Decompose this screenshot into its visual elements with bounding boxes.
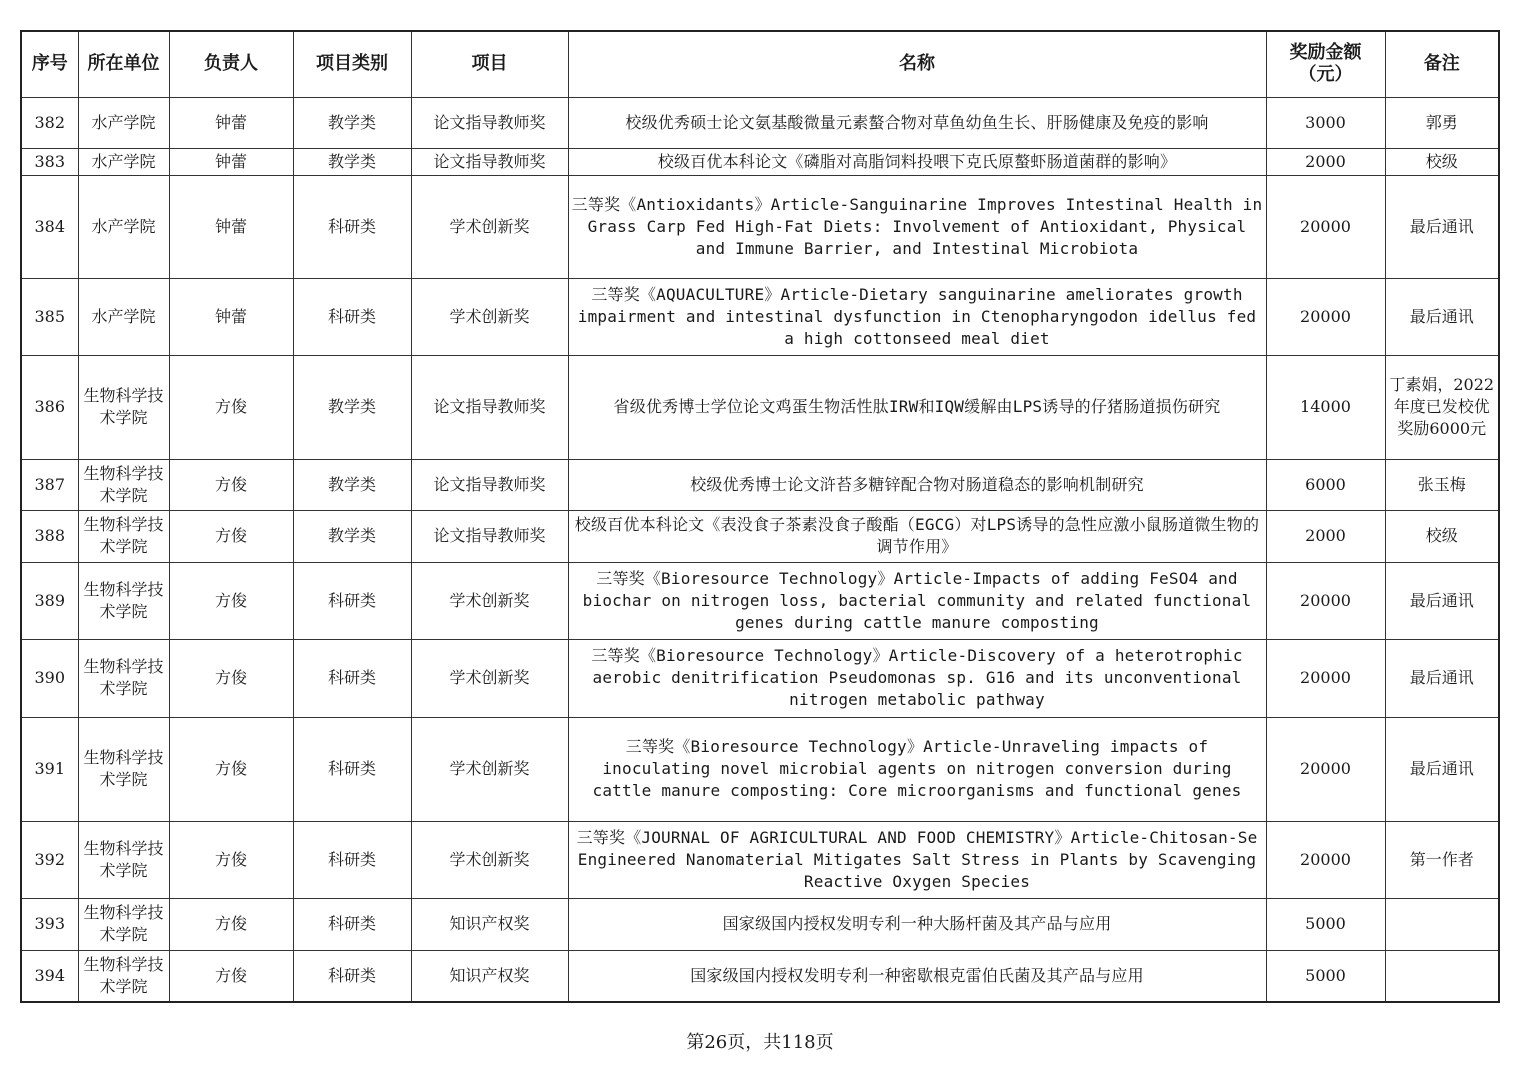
cell-remark: 最后通讯 (1385, 562, 1499, 639)
header-item: 项目 (411, 31, 568, 97)
cell-leader: 钟蕾 (169, 148, 293, 175)
cell-name: 校级百优本科论文《表没食子茶素没食子酸酯（EGCG）对LPS诱导的急性应激小鼠肠道微生物的调节作用》 (568, 510, 1266, 562)
cell-item: 论文指导教师奖 (411, 97, 568, 148)
cell-leader: 方俊 (169, 898, 293, 950)
cell-amount: 20000 (1266, 278, 1385, 355)
cell-leader: 方俊 (169, 510, 293, 562)
cell-category: 教学类 (293, 459, 411, 510)
cell-category: 科研类 (293, 898, 411, 950)
cell-item: 知识产权奖 (411, 950, 568, 1002)
cell-item: 论文指导教师奖 (411, 459, 568, 510)
header-no: 序号 (21, 31, 78, 97)
cell-name: 省级优秀博士学位论文鸡蛋生物活性肽IRW和IQW缓解由LPS诱导的仔猪肠道损伤研究 (568, 355, 1266, 459)
cell-name: 三等奖《JOURNAL OF AGRICULTURAL AND FOOD CHEMISTRY》Article-Chitosan-Se Engineered Nanomaterial Mitigates Salt Stress in Plants by Scavenging Reactive Oxygen Species (568, 821, 1266, 898)
cell-unit: 生物科学技术学院 (78, 821, 169, 898)
cell-category: 科研类 (293, 950, 411, 1002)
cell-remark: 校级 (1385, 510, 1499, 562)
cell-category: 科研类 (293, 562, 411, 639)
table-row (21, 821, 1499, 898)
cell-leader: 钟蕾 (169, 97, 293, 148)
header-amount: 奖励金额（元） (1266, 31, 1385, 97)
cell-leader: 钟蕾 (169, 175, 293, 278)
cell-item: 学术创新奖 (411, 821, 568, 898)
table-row (21, 562, 1499, 639)
cell-amount: 14000 (1266, 355, 1385, 459)
cell-name: 国家级国内授权发明专利一种密歇根克雷伯氏菌及其产品与应用 (568, 950, 1266, 1002)
cell-item: 学术创新奖 (411, 278, 568, 355)
cell-item: 论文指导教师奖 (411, 148, 568, 175)
table-row (21, 148, 1499, 175)
cell-unit: 生物科学技术学院 (78, 510, 169, 562)
table-row (21, 459, 1499, 510)
cell-amount: 20000 (1266, 175, 1385, 278)
cell-no: 393 (21, 898, 78, 950)
cell-category: 科研类 (293, 278, 411, 355)
cell-unit: 生物科学技术学院 (78, 459, 169, 510)
header-category: 项目类别 (293, 31, 411, 97)
cell-name: 国家级国内授权发明专利一种大肠杆菌及其产品与应用 (568, 898, 1266, 950)
cell-no: 392 (21, 821, 78, 898)
cell-unit: 生物科学技术学院 (78, 950, 169, 1002)
cell-leader: 方俊 (169, 639, 293, 717)
cell-unit: 生物科学技术学院 (78, 717, 169, 821)
cell-name: 三等奖《Bioresource Technology》Article-Impacts of adding FeSO4 and biochar on nitrogen loss, bacterial community and related functional genes during cattle manure composting (568, 562, 1266, 639)
cell-remark (1385, 950, 1499, 1002)
header-name: 名称 (568, 31, 1266, 97)
cell-item: 论文指导教师奖 (411, 510, 568, 562)
cell-item: 论文指导教师奖 (411, 355, 568, 459)
cell-category: 教学类 (293, 148, 411, 175)
table-row (21, 355, 1499, 459)
cell-no: 383 (21, 148, 78, 175)
table-row (21, 510, 1499, 562)
page-number-footer: 第26页，共118页 (686, 1032, 834, 1053)
cell-remark: 最后通讯 (1385, 717, 1499, 821)
table-row (21, 639, 1499, 717)
cell-name: 三等奖《Bioresource Technology》Article-Discovery of a heterotrophic aerobic denitrification Pseudomonas sp. G16 and its unconventional nitrogen metabolic pathway (568, 639, 1266, 717)
cell-leader: 方俊 (169, 459, 293, 510)
cell-remark: 郭勇 (1385, 97, 1499, 148)
cell-leader: 钟蕾 (169, 278, 293, 355)
cell-amount: 20000 (1266, 562, 1385, 639)
cell-category: 教学类 (293, 97, 411, 148)
cell-unit: 水产学院 (78, 148, 169, 175)
cell-name: 三等奖《Antioxidants》Article-Sanguinarine Improves Intestinal Health in Grass Carp Fed High-Fat Diets: Involvement of Antioxidant, Physical and Immune Barrier, and Intestinal Microbiota (568, 175, 1266, 278)
cell-remark: 校级 (1385, 148, 1499, 175)
cell-remark: 最后通讯 (1385, 175, 1499, 278)
header-leader: 负责人 (169, 31, 293, 97)
table-row (21, 175, 1499, 278)
cell-amount: 20000 (1266, 821, 1385, 898)
cell-remark: 第一作者 (1385, 821, 1499, 898)
cell-category: 教学类 (293, 510, 411, 562)
cell-amount: 5000 (1266, 950, 1385, 1002)
cell-remark: 最后通讯 (1385, 278, 1499, 355)
cell-no: 387 (21, 459, 78, 510)
cell-item: 学术创新奖 (411, 639, 568, 717)
cell-no: 394 (21, 950, 78, 1002)
header-unit: 所在单位 (78, 31, 169, 97)
cell-amount: 3000 (1266, 97, 1385, 148)
cell-unit: 生物科学技术学院 (78, 639, 169, 717)
cell-leader: 方俊 (169, 821, 293, 898)
cell-no: 391 (21, 717, 78, 821)
cell-no: 389 (21, 562, 78, 639)
cell-category: 科研类 (293, 639, 411, 717)
cell-category: 教学类 (293, 355, 411, 459)
cell-unit: 生物科学技术学院 (78, 355, 169, 459)
table-row (21, 717, 1499, 821)
cell-item: 知识产权奖 (411, 898, 568, 950)
cell-no: 385 (21, 278, 78, 355)
cell-amount: 2000 (1266, 148, 1385, 175)
cell-category: 科研类 (293, 717, 411, 821)
cell-no: 382 (21, 97, 78, 148)
cell-remark: 张玉梅 (1385, 459, 1499, 510)
cell-leader: 方俊 (169, 562, 293, 639)
cell-amount: 5000 (1266, 898, 1385, 950)
cell-amount: 6000 (1266, 459, 1385, 510)
table-row (21, 898, 1499, 950)
cell-name: 三等奖《AQUACULTURE》Article-Dietary sanguinarine ameliorates growth impairment and intestinal dysfunction in Ctenopharyngodon idellus fed a high cottonseed meal diet (568, 278, 1266, 355)
award-table (20, 30, 1500, 1003)
cell-no: 384 (21, 175, 78, 278)
cell-amount: 20000 (1266, 639, 1385, 717)
cell-remark: 最后通讯 (1385, 639, 1499, 717)
cell-item: 学术创新奖 (411, 175, 568, 278)
header-row (21, 31, 1499, 97)
cell-leader: 方俊 (169, 950, 293, 1002)
cell-leader: 方俊 (169, 717, 293, 821)
cell-remark (1385, 898, 1499, 950)
cell-unit: 生物科学技术学院 (78, 898, 169, 950)
cell-name: 校级优秀博士论文浒苔多糖锌配合物对肠道稳态的影响机制研究 (568, 459, 1266, 510)
cell-unit: 水产学院 (78, 278, 169, 355)
table-row (21, 278, 1499, 355)
cell-leader: 方俊 (169, 355, 293, 459)
cell-no: 390 (21, 639, 78, 717)
cell-category: 科研类 (293, 821, 411, 898)
header-remark: 备注 (1385, 31, 1499, 97)
cell-name: 三等奖《Bioresource Technology》Article-Unraveling impacts of inoculating novel microbial agents on nitrogen conversion during cattle manure composting: Core microorganisms and functional genes (568, 717, 1266, 821)
table-row (21, 97, 1499, 148)
cell-name: 校级百优本科论文《磷脂对高脂饲料投喂下克氏原螯虾肠道菌群的影响》 (568, 148, 1266, 175)
cell-unit: 水产学院 (78, 97, 169, 148)
cell-no: 386 (21, 355, 78, 459)
cell-amount: 2000 (1266, 510, 1385, 562)
cell-category: 科研类 (293, 175, 411, 278)
cell-no: 388 (21, 510, 78, 562)
cell-item: 学术创新奖 (411, 717, 568, 821)
document-page (20, 30, 1498, 1003)
cell-unit: 生物科学技术学院 (78, 562, 169, 639)
table-row (21, 950, 1499, 1002)
cell-name: 校级优秀硕士论文氨基酸微量元素螯合物对草鱼幼鱼生长、肝肠健康及免疫的影响 (568, 97, 1266, 148)
cell-item: 学术创新奖 (411, 562, 568, 639)
cell-amount: 20000 (1266, 717, 1385, 821)
cell-unit: 水产学院 (78, 175, 169, 278)
cell-remark: 丁素娟，2022年度已发校优奖励6000元 (1385, 355, 1499, 459)
